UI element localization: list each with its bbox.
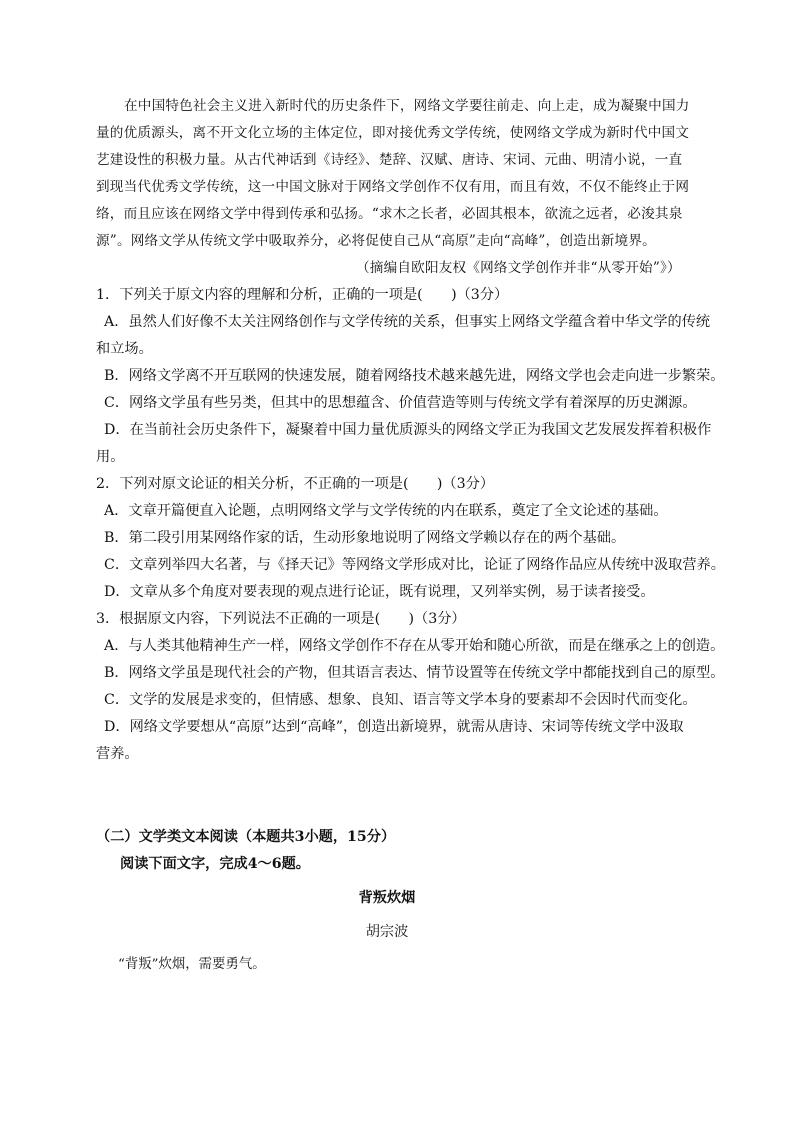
- option-b: B．网络文学虽是现代社会的产物，但其语言表达、情节设置等在传统文学中都能找到自己的原型。: [104, 665, 725, 681]
- passage-line: 到现当代优秀文学传统，这一中国文脉对于网络文学创作不仅有用，而且有效，不仅不能终止于网: [96, 179, 690, 195]
- option-a: A．与人类其他精神生产一样，网络文学创作不存在从零开始和随心所欲，而是在继承之上的创造。: [104, 638, 725, 654]
- article-first-line: “背叛”炊烟，需要勇气。: [118, 957, 266, 972]
- passage-line: 量的优质源头，离不开文化立场的主体定位，即对接优秀文学传统，使网络文学成为新时代中国文: [96, 125, 690, 141]
- option-a: A．虽然人们好像不太关注网络创作与文学传统的关系，但事实上网络文学蕴含着中华文学的传统: [104, 314, 711, 330]
- option-a-cont: 和立场。: [96, 341, 153, 357]
- article-title: 背叛炊烟: [358, 890, 416, 906]
- question-stem: 2．下列对原文论证的相关分析，不正确的一项是( )（3分）: [96, 476, 495, 492]
- option-a: A．文章开篇便直入论题，点明网络文学与文学传统的内在联系，奠定了全文论述的基础。: [104, 503, 668, 519]
- section-instruction: 阅读下面文字，完成4～6题。: [120, 856, 310, 872]
- passage-line: 络，而且应该在网络文学中得到传承和弘扬。“求木之长者，必固其根本，欲流之远者，必浚其泉: [96, 206, 683, 222]
- option-d-cont: 用。: [96, 449, 125, 465]
- passage-line: 在中国特色社会主义进入新时代的历史条件下，网络文学要往前走、向上走，成为凝聚中国力: [124, 98, 690, 114]
- passage-source: （摘编自欧阳友权《网络文学创作并非“从零开始”》）: [356, 260, 681, 276]
- section-heading: （二）文学类文本阅读（本题共3小题，15分）: [96, 829, 396, 845]
- option-b: B．第二段引用某网络作家的话，生动形象地说明了网络文学赖以存在的两个基础。: [104, 530, 626, 546]
- article-author: 胡宗波: [365, 924, 409, 940]
- option-c: C．文章列举四大名著，与《择天记》等网络文学形成对比，论证了网络作品应从传统中汲取营养。: [104, 557, 725, 573]
- option-c: C．文学的发展是求变的，但情感、想象、良知、语言等文学本身的要素却不会因时代而变化。: [104, 692, 697, 708]
- option-d: D．文章从多个角度对要表现的观点进行论证，既有说理，又列举实例，易于读者接受。: [104, 584, 655, 600]
- option-d: D．在当前社会历史条件下，凝聚着中国力量优质源头的网络文学正为我国文艺发展发挥着积极作: [104, 422, 712, 438]
- question-stem: 3．根据原文内容，下列说法不正确的一项是( )（3分）: [96, 611, 466, 627]
- passage-line: 艺建设性的积极力量。从古代神话到《诗经》、楚辞、汉赋、唐诗、宋词、元曲、明清小说，一直: [96, 152, 683, 168]
- option-d-cont: 营养。: [96, 746, 139, 762]
- option-c: C．网络文学虽有些另类，但其中的思想蕴含、价值营造等则与传统文学有着深厚的历史渊源。: [104, 395, 697, 411]
- option-d: D．网络文学要想从“高原”达到“高峰”，创造出新境界，就需从唐诗、宋词等传统文学中汲取: [104, 719, 684, 735]
- question-stem: 1．下列关于原文内容的理解和分析，正确的一项是( )（3分）: [96, 287, 509, 303]
- passage-line: 源”。网络文学从传统文学中吸取养分，必将促使自己从“高原”走向“高峰”，创造出新境界。: [96, 233, 656, 249]
- option-b: B．网络文学离不开互联网的快速发展，随着网络技术越来越先进，网络文学也会走向进一步繁荣。: [104, 368, 725, 384]
